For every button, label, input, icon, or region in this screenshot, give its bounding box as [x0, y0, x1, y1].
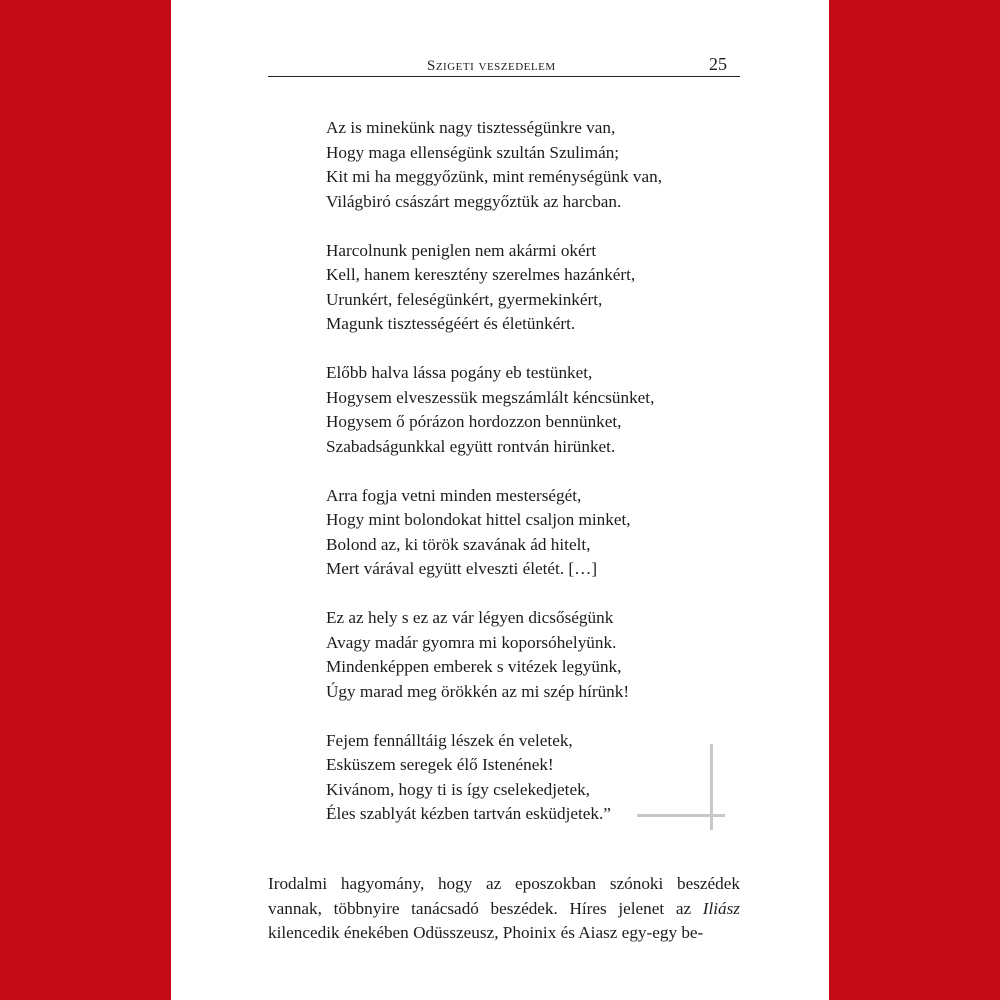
poem-line: Mert várával együtt elveszti életét. […]	[326, 559, 598, 578]
poem-line: Az is minekünk nagy tisztességünkre van,	[326, 118, 616, 137]
poem-line: Esküszem seregek élő Istenének!	[326, 755, 554, 774]
poem-line: Magunk tisztességéért és életünkért.	[326, 314, 576, 333]
poem-line: Előbb halva lássa pogány eb testünket,	[326, 363, 593, 382]
stanza	[326, 606, 662, 704]
running-header-title: Szigeti veszedelem	[427, 58, 556, 74]
poem-line: Hogysem elveszessük megszámlált kéncsünket,	[326, 387, 655, 407]
poem-line: Kivánom, hogy ti is így cselekedjetek,	[326, 779, 590, 799]
poem-line: Fejem fennálltáig lészek én veletek,	[326, 730, 573, 750]
poem-line: Avagy madár gyomra mi koporsóhelyünk.	[326, 632, 617, 652]
poem-line: Harcolnunk peniglen nem akármi okért	[326, 240, 597, 260]
page-number: 25	[709, 54, 727, 74]
paragraph-text: kilencedik énekében Odüsszeusz, Phoinix és Aiasz egy-egy be-	[268, 923, 704, 943]
crop-mark-horizontal	[637, 814, 725, 817]
poem-line: Világbiró császárt meggyőztük az harcban.	[326, 191, 622, 211]
poem-line: Bolond az, ki török szavának ád hitelt,	[326, 534, 591, 554]
paragraph-text: Irodalmi hagyomány, hogy az eposzokban szónoki beszédek vannak, többnyire tanácsadó beszédek. Híres jelenet az	[268, 874, 740, 918]
stanza	[326, 116, 662, 214]
header-rule	[268, 76, 740, 77]
body-paragraph	[268, 872, 740, 946]
poem	[326, 116, 662, 851]
poem-line: Hogy mint bolondokat hittel csaljon minket,	[326, 510, 631, 529]
stanza	[326, 484, 662, 582]
poem-line: Mindenképpen emberek s vitézek legyünk,	[326, 657, 622, 676]
poem-line: Arra fogja vetni minden mesterségét,	[326, 485, 582, 505]
poem-line: Ez az hely s ez az vár légyen dicsőségünk	[326, 608, 614, 627]
poem-line: Kit mi ha meggyőzünk, mint reménységünk van,	[326, 167, 663, 186]
stanza	[326, 361, 662, 459]
poem-line: Hogysem ő pórázon hordozzon bennünket,	[326, 412, 622, 431]
stanza	[326, 729, 662, 827]
crop-mark-vertical	[710, 744, 713, 830]
poem-line: Éles szablyát kézben tartván esküdjetek.”	[326, 804, 611, 823]
poem-line: Urunkért, feleségünkért, gyermekinkért,	[326, 289, 603, 309]
poem-line: Kell, hanem keresztény szerelmes hazánkért,	[326, 265, 636, 284]
poem-line: Úgy marad meg örökkén az mi szép hírünk!	[326, 681, 630, 701]
stanza	[326, 239, 662, 337]
poem-line: Hogy maga ellenségünk szultán Szulimán;	[326, 142, 620, 162]
italic-title: Iliász	[702, 898, 740, 918]
poem-line: Szabadságunkkal együtt rontván hirünket.	[326, 436, 616, 456]
